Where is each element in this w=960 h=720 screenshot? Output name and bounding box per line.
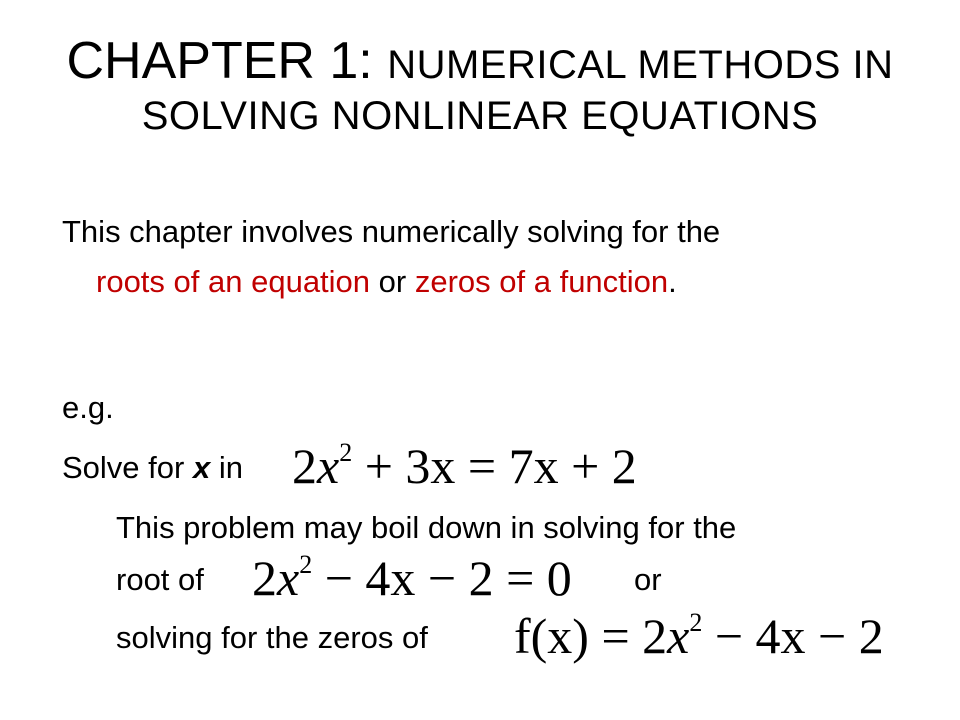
- title-line-2: SOLVING NONLINEAR EQUATIONS: [141, 94, 819, 139]
- solve-for-label: [62, 452, 243, 483]
- intro-period: .: [668, 264, 677, 299]
- solve-prefix: Solve for: [62, 450, 193, 485]
- eq2-exponent: 2: [299, 550, 313, 579]
- eq2-rest: − 4x − 2 = 0: [312, 550, 572, 606]
- zeros-phrase: zeros of a function: [414, 264, 669, 299]
- zeros-of-label: solving for the zeros of: [116, 620, 428, 655]
- equation-3: [514, 608, 884, 664]
- eq1-rest: + 3x = 7x + 2: [352, 438, 637, 494]
- or-label: or: [634, 562, 662, 597]
- eq3-rest: − 4x − 2: [702, 608, 884, 664]
- eq1-variable: x: [317, 438, 340, 494]
- eq1-exponent: 2: [339, 438, 353, 467]
- eq3-variable: x: [667, 608, 690, 664]
- eq3-lhs: f(x) = 2: [514, 608, 668, 664]
- solve-suffix: in: [210, 450, 243, 485]
- intro-line-2: [96, 266, 677, 297]
- eq2-variable: x: [277, 550, 300, 606]
- eg-label: e.g.: [62, 390, 114, 425]
- eq3-exponent: 2: [689, 608, 703, 637]
- slide-title: [0, 30, 960, 140]
- title-line-1-text: NUMERICAL METHODS IN: [387, 43, 894, 87]
- title-chapter-label: CHAPTER 1:: [66, 32, 388, 90]
- solve-variable: x: [192, 450, 211, 485]
- or-word: or: [370, 264, 415, 299]
- roots-phrase: roots of an equation: [96, 264, 371, 299]
- root-of-label: root of: [116, 562, 204, 597]
- intro-line-1: This chapter involves numerically solving for the: [62, 214, 721, 249]
- title-line-1: [0, 30, 960, 92]
- equation-2: [252, 550, 572, 606]
- eq2-coefficient: 2: [252, 550, 277, 606]
- equation-1: [292, 438, 637, 494]
- eq1-coefficient: 2: [292, 438, 317, 494]
- boil-down-line: This problem may boil down in solving for the: [116, 510, 737, 545]
